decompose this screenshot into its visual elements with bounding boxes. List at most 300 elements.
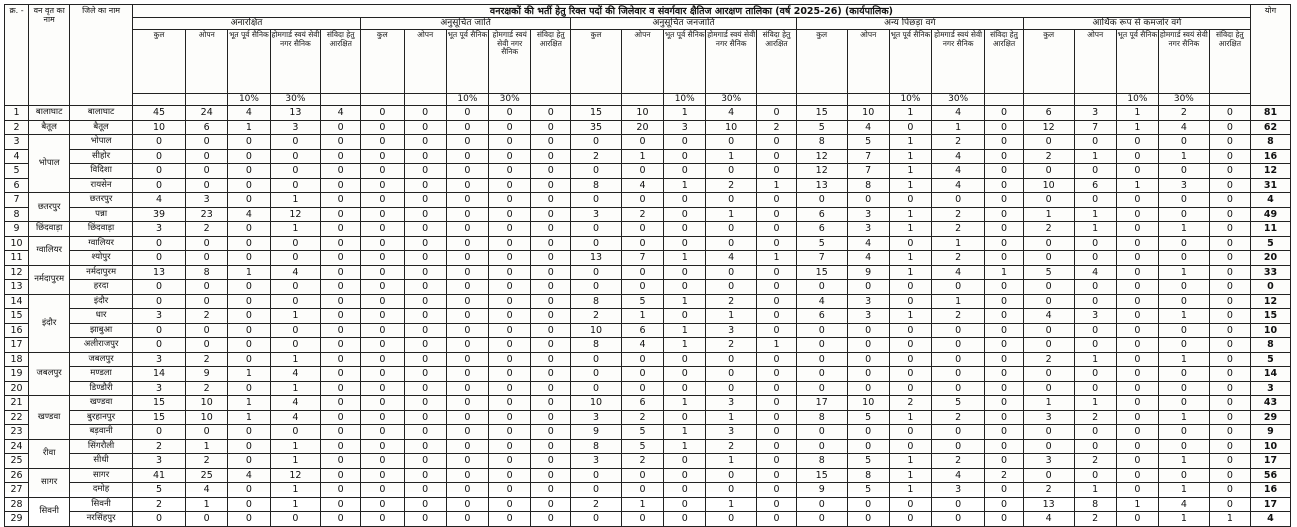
subcategory-header: होमगार्ड स्वयं सेवी नगर सैनिक <box>932 30 985 94</box>
vacancy-count: 2 <box>571 149 622 164</box>
vacancy-count: 0 <box>531 483 571 498</box>
vacancy-count: 0 <box>321 468 361 483</box>
vacancy-count: 1 <box>932 294 985 309</box>
vacancy-count: 2 <box>186 352 228 367</box>
vacancy-count: 15 <box>796 106 847 121</box>
serial-number: 14 <box>5 294 29 309</box>
vacancy-count: 0 <box>132 425 185 440</box>
vacancy-count: 0 <box>489 222 531 237</box>
vacancy-count: 2 <box>621 207 663 222</box>
vacancy-count: 0 <box>985 483 1024 498</box>
total-header: योग <box>1250 5 1290 106</box>
vacancy-count: 5 <box>932 396 985 411</box>
row-total: 16 <box>1250 483 1290 498</box>
district-name: अलीराजपुर <box>70 338 133 353</box>
vacancy-count: 0 <box>321 381 361 396</box>
row-total: 33 <box>1250 265 1290 280</box>
vacancy-count: 0 <box>404 106 446 121</box>
vacancy-count: 1 <box>270 193 321 208</box>
vacancy-count: 0 <box>1209 207 1250 222</box>
vacancy-count: 1 <box>889 410 931 425</box>
vacancy-count: 0 <box>1074 381 1116 396</box>
vacancy-count: 0 <box>757 149 797 164</box>
subcategory-header: कुल <box>132 30 185 94</box>
vacancy-count: 0 <box>1116 222 1158 237</box>
vacancy-count: 0 <box>321 396 361 411</box>
vacancy-count: 0 <box>489 236 531 251</box>
table-row <box>5 178 1291 193</box>
table-row <box>5 135 1291 150</box>
district-name: सिंगरौली <box>70 439 133 454</box>
vacancy-count: 0 <box>621 483 663 498</box>
vacancy-count: 0 <box>1159 236 1210 251</box>
district-name: डिण्डौरी <box>70 381 133 396</box>
vacancy-count: 0 <box>1209 352 1250 367</box>
district-name: बालाघाट <box>70 106 133 121</box>
vacancy-count: 0 <box>361 193 404 208</box>
vacancy-count: 0 <box>361 425 404 440</box>
vacancy-count: 0 <box>404 178 446 193</box>
vacancy-count: 13 <box>270 106 321 121</box>
vacancy-count: 0 <box>757 280 797 295</box>
table-row <box>5 106 1291 121</box>
row-total: 14 <box>1250 367 1290 382</box>
vacancy-count: 0 <box>1159 193 1210 208</box>
serial-number: 12 <box>5 265 29 280</box>
vacancy-count: 0 <box>489 396 531 411</box>
vacancy-count: 39 <box>132 207 185 222</box>
vacancy-count: 0 <box>796 193 847 208</box>
vacancy-count: 0 <box>404 164 446 179</box>
vacancy-count: 0 <box>446 512 488 527</box>
vacancy-count: 0 <box>1074 294 1116 309</box>
vacancy-count: 0 <box>404 135 446 150</box>
forest-circle-name: खण्डवा <box>29 396 70 440</box>
vacancy-count: 1 <box>228 396 270 411</box>
vacancy-count: 0 <box>404 323 446 338</box>
vacancy-count: 10 <box>706 120 757 135</box>
vacancy-count: 24 <box>186 106 228 121</box>
vacancy-count: 4 <box>932 149 985 164</box>
vacancy-count: 3 <box>571 454 622 469</box>
vacancy-count: 9 <box>796 483 847 498</box>
vacancy-count: 0 <box>621 280 663 295</box>
vacancy-count: 0 <box>270 251 321 266</box>
vacancy-count: 0 <box>228 193 270 208</box>
vacancy-count: 0 <box>531 251 571 266</box>
vacancy-count: 0 <box>404 236 446 251</box>
vacancy-count: 1 <box>889 178 931 193</box>
subcategory-header: भूत पूर्व सैनिक <box>889 30 931 94</box>
vacancy-count: 0 <box>404 410 446 425</box>
vacancy-count: 8 <box>796 410 847 425</box>
vacancy-count: 0 <box>1159 164 1210 179</box>
vacancy-count: 0 <box>531 149 571 164</box>
vacancy-count: 4 <box>1074 265 1116 280</box>
vacancy-count: 0 <box>446 149 488 164</box>
vacancy-count: 2 <box>186 222 228 237</box>
vacancy-count: 0 <box>531 323 571 338</box>
vacancy-count: 5 <box>847 410 889 425</box>
vacancy-count: 0 <box>489 338 531 353</box>
vacancy-count: 6 <box>796 309 847 324</box>
vacancy-count: 1 <box>228 367 270 382</box>
vacancy-count: 7 <box>796 251 847 266</box>
vacancy-count: 8 <box>571 439 622 454</box>
vacancy-count: 4 <box>1023 512 1074 527</box>
home-guard-percent: 30% <box>1159 94 1210 106</box>
category-group-header: अनारक्षित <box>132 18 360 30</box>
vacancy-count: 1 <box>1116 497 1158 512</box>
vacancy-count: 0 <box>706 164 757 179</box>
district-name: धार <box>70 309 133 324</box>
vacancy-count: 0 <box>404 512 446 527</box>
vacancy-count: 0 <box>1116 265 1158 280</box>
serial-number: 11 <box>5 251 29 266</box>
vacancy-count: 0 <box>186 280 228 295</box>
vacancy-count: 0 <box>531 309 571 324</box>
vacancy-count: 1 <box>270 454 321 469</box>
vacancy-count: 0 <box>361 439 404 454</box>
vacancy-count: 0 <box>932 425 985 440</box>
vacancy-count: 0 <box>361 280 404 295</box>
vacancy-count: 4 <box>932 265 985 280</box>
vacancy-count: 0 <box>757 294 797 309</box>
vacancy-count: 2 <box>132 497 185 512</box>
vacancy-count: 1 <box>1159 454 1210 469</box>
serial-number: 15 <box>5 309 29 324</box>
district-name: सीधी <box>70 454 133 469</box>
serial-number: 2 <box>5 120 29 135</box>
vacancy-count: 2 <box>1159 106 1210 121</box>
vacancy-count: 0 <box>489 164 531 179</box>
vacancy-count: 0 <box>985 236 1024 251</box>
vacancy-count: 0 <box>1116 454 1158 469</box>
table-row <box>5 222 1291 237</box>
table-row <box>5 352 1291 367</box>
vacancy-count: 0 <box>1074 439 1116 454</box>
vacancy-count: 8 <box>186 265 228 280</box>
vacancy-count: 2 <box>621 454 663 469</box>
row-total: 4 <box>1250 512 1290 527</box>
vacancy-count: 12 <box>270 207 321 222</box>
vacancy-count: 0 <box>1116 236 1158 251</box>
vacancy-count: 7 <box>1074 120 1116 135</box>
vacancy-count: 0 <box>932 352 985 367</box>
vacancy-count: 1 <box>985 265 1024 280</box>
vacancy-count: 0 <box>796 512 847 527</box>
vacancy-count: 0 <box>889 294 931 309</box>
vacancy-count: 1 <box>1074 352 1116 367</box>
vacancy-count: 0 <box>404 454 446 469</box>
vacancy-count: 1 <box>889 164 931 179</box>
vacancy-count: 9 <box>571 425 622 440</box>
category-group-header: आर्थिक रूप से कमजोर वर्ग <box>1023 18 1250 30</box>
subcategory-header: होमगार्ड स्वयं सेवी नगर सैनिक <box>706 30 757 94</box>
vacancy-count: 0 <box>664 280 706 295</box>
vacancy-count: 6 <box>796 222 847 237</box>
vacancy-count: 1 <box>1159 512 1210 527</box>
subcategory-header: भूत पूर्व सैनिक <box>228 30 270 94</box>
vacancy-count: 41 <box>132 468 185 483</box>
vacancy-count: 0 <box>489 439 531 454</box>
vacancy-count: 0 <box>1074 323 1116 338</box>
home-guard-percent: 30% <box>270 94 321 106</box>
ex-serviceman-percent: 10% <box>1116 94 1158 106</box>
vacancy-count: 0 <box>1023 164 1074 179</box>
subcategory-header: होमगार्ड स्वयं सेवी नगर सैनिक <box>1159 30 1210 94</box>
vacancy-count: 3 <box>1159 178 1210 193</box>
vacancy-count: 0 <box>404 468 446 483</box>
vacancy-count: 0 <box>321 367 361 382</box>
vacancy-count: 1 <box>1116 120 1158 135</box>
vacancy-count: 0 <box>186 338 228 353</box>
vacancy-count: 3 <box>847 309 889 324</box>
vacancy-count: 0 <box>321 425 361 440</box>
forest-circle-name: ग्वालियर <box>29 236 70 265</box>
vacancy-count: 0 <box>1209 222 1250 237</box>
vacancy-count: 0 <box>706 381 757 396</box>
row-total: 5 <box>1250 236 1290 251</box>
vacancy-count: 0 <box>321 439 361 454</box>
subcategory-header: होमगार्ड स्वयं सेवी नगर सैनिक <box>489 30 531 94</box>
vacancy-count: 1 <box>664 294 706 309</box>
percent-cell-empty <box>985 94 1024 106</box>
vacancy-count: 0 <box>186 251 228 266</box>
row-total: 4 <box>1250 193 1290 208</box>
vacancy-count: 0 <box>1074 468 1116 483</box>
vacancy-count: 2 <box>932 135 985 150</box>
vacancy-count: 0 <box>1116 323 1158 338</box>
row-total: 8 <box>1250 338 1290 353</box>
vacancy-count: 0 <box>489 106 531 121</box>
vacancy-count: 4 <box>932 178 985 193</box>
row-total: 15 <box>1250 309 1290 324</box>
vacancy-count: 0 <box>1209 396 1250 411</box>
vacancy-count: 10 <box>847 106 889 121</box>
vacancy-count: 0 <box>321 309 361 324</box>
vacancy-count: 4 <box>932 106 985 121</box>
table-row <box>5 512 1291 527</box>
vacancy-count: 0 <box>1074 425 1116 440</box>
category-group-header: अन्य पिछड़ा वर्ग <box>796 18 1023 30</box>
vacancy-count: 0 <box>270 294 321 309</box>
vacancy-count: 0 <box>270 323 321 338</box>
vacancy-count: 3 <box>706 425 757 440</box>
subcategory-header: संविदा हेतु आरक्षित <box>1209 30 1250 94</box>
vacancy-count: 4 <box>270 396 321 411</box>
vacancy-count: 0 <box>446 135 488 150</box>
district-name: छतरपुर <box>70 193 133 208</box>
vacancy-count: 0 <box>1023 468 1074 483</box>
forest-circle-name: जबलपुर <box>29 352 70 396</box>
vacancy-count: 0 <box>889 381 931 396</box>
vacancy-count: 0 <box>1116 468 1158 483</box>
vacancy-count: 2 <box>706 178 757 193</box>
vacancy-count: 5 <box>796 236 847 251</box>
row-total: 81 <box>1250 106 1290 121</box>
percent-cell-empty <box>796 94 847 106</box>
vacancy-count: 0 <box>571 135 622 150</box>
vacancy-count: 0 <box>1159 251 1210 266</box>
vacancy-count: 1 <box>706 454 757 469</box>
vacancy-count: 0 <box>228 454 270 469</box>
vacancy-count: 0 <box>1074 280 1116 295</box>
vacancy-count: 0 <box>932 367 985 382</box>
vacancy-count: 0 <box>985 367 1024 382</box>
vacancy-count: 0 <box>228 236 270 251</box>
vacancy-count: 0 <box>361 135 404 150</box>
vacancy-count: 0 <box>321 149 361 164</box>
vacancy-count: 1 <box>270 222 321 237</box>
vacancy-count: 0 <box>706 222 757 237</box>
vacancy-count: 0 <box>132 135 185 150</box>
vacancy-count: 1 <box>1159 222 1210 237</box>
vacancy-count: 0 <box>664 309 706 324</box>
district-name: दमोह <box>70 483 133 498</box>
vacancy-count: 0 <box>1116 164 1158 179</box>
vacancy-count: 0 <box>321 323 361 338</box>
vacancy-count: 0 <box>228 512 270 527</box>
vacancy-count: 0 <box>1074 193 1116 208</box>
vacancy-count: 17 <box>796 396 847 411</box>
vacancy-count: 0 <box>621 265 663 280</box>
vacancy-count: 1 <box>270 352 321 367</box>
vacancy-count: 4 <box>932 164 985 179</box>
vacancy-count: 0 <box>446 381 488 396</box>
vacancy-count: 0 <box>621 352 663 367</box>
vacancy-count: 0 <box>985 251 1024 266</box>
row-total: 3 <box>1250 381 1290 396</box>
table-body <box>5 106 1291 527</box>
table-row <box>5 381 1291 396</box>
vacancy-count: 3 <box>1074 106 1116 121</box>
vacancy-count: 0 <box>404 222 446 237</box>
vacancy-count: 13 <box>796 178 847 193</box>
vacancy-count: 0 <box>361 149 404 164</box>
forest-circle-name: छतरपुर <box>29 193 70 222</box>
vacancy-count: 0 <box>531 338 571 353</box>
vacancy-count: 0 <box>847 425 889 440</box>
vacancy-count: 0 <box>1023 338 1074 353</box>
vacancy-count: 1 <box>757 251 797 266</box>
vacancy-count: 0 <box>847 280 889 295</box>
vacancy-count: 0 <box>1209 193 1250 208</box>
vacancy-count: 0 <box>489 454 531 469</box>
vacancy-count: 0 <box>321 207 361 222</box>
vacancy-count: 3 <box>1023 410 1074 425</box>
district-name: श्योपुर <box>70 251 133 266</box>
vacancy-count: 0 <box>621 367 663 382</box>
vacancy-count: 0 <box>1116 483 1158 498</box>
forest-circle-name: नर्मदापुरम <box>29 265 70 294</box>
percent-cell-empty <box>321 94 361 106</box>
vacancy-count: 0 <box>985 454 1024 469</box>
subcategory-header: होमगार्ड स्वयं सेवी नगर सैनिक <box>270 30 321 94</box>
category-group-header: अनुसूचित जाति <box>361 18 571 30</box>
district-name: सीहोर <box>70 149 133 164</box>
vacancy-count: 0 <box>404 367 446 382</box>
vacancy-count: 0 <box>489 410 531 425</box>
vacancy-count: 0 <box>985 193 1024 208</box>
vacancy-count: 0 <box>132 149 185 164</box>
subcategory-header: संविदा हेतु आरक्षित <box>531 30 571 94</box>
vacancy-count: 0 <box>571 193 622 208</box>
ex-serviceman-percent: 10% <box>664 94 706 106</box>
vacancy-count: 0 <box>404 149 446 164</box>
vacancy-count: 0 <box>1209 381 1250 396</box>
district-name: हरदा <box>70 280 133 295</box>
vacancy-count: 15 <box>132 396 185 411</box>
vacancy-count: 0 <box>757 164 797 179</box>
vacancy-count: 0 <box>1209 497 1250 512</box>
vacancy-count: 2 <box>932 410 985 425</box>
vacancy-count: 0 <box>985 439 1024 454</box>
vacancy-count: 0 <box>847 338 889 353</box>
vacancy-count: 0 <box>228 164 270 179</box>
district-name: नरसिंहपुर <box>70 512 133 527</box>
vacancy-count: 0 <box>889 280 931 295</box>
vacancy-count: 0 <box>1074 164 1116 179</box>
vacancy-count: 0 <box>757 381 797 396</box>
vacancy-count: 1 <box>1159 265 1210 280</box>
vacancy-count: 0 <box>404 396 446 411</box>
vacancy-count: 0 <box>932 280 985 295</box>
vacancy-count: 0 <box>985 106 1024 121</box>
serial-number: 28 <box>5 497 29 512</box>
vacancy-count: 0 <box>1023 251 1074 266</box>
vacancy-count: 7 <box>847 149 889 164</box>
percent-cell-empty <box>1023 94 1074 106</box>
vacancy-count: 0 <box>446 106 488 121</box>
vacancy-count: 4 <box>1159 497 1210 512</box>
vacancy-count: 8 <box>1074 497 1116 512</box>
vacancy-count: 8 <box>847 468 889 483</box>
table-row <box>5 483 1291 498</box>
vacancy-count: 0 <box>664 265 706 280</box>
vacancy-count: 0 <box>489 251 531 266</box>
district-name: विदिशा <box>70 164 133 179</box>
vacancy-count: 0 <box>361 207 404 222</box>
vacancy-count: 0 <box>489 280 531 295</box>
vacancy-count: 0 <box>1209 338 1250 353</box>
vacancy-count: 0 <box>361 468 404 483</box>
vacancy-count: 0 <box>361 483 404 498</box>
vacancy-count: 0 <box>489 367 531 382</box>
vacancy-count: 1 <box>664 251 706 266</box>
vacancy-count: 1 <box>706 309 757 324</box>
vacancy-count: 0 <box>446 454 488 469</box>
vacancy-count: 1 <box>270 483 321 498</box>
vacancy-count: 2 <box>621 410 663 425</box>
vacancy-count: 2 <box>757 120 797 135</box>
percent-cell-empty <box>361 94 404 106</box>
vacancy-count: 0 <box>228 178 270 193</box>
vacancy-count: 0 <box>706 236 757 251</box>
vacancy-count: 0 <box>571 468 622 483</box>
vacancy-count: 0 <box>1209 367 1250 382</box>
vacancy-count: 1 <box>757 338 797 353</box>
serial-number: 7 <box>5 193 29 208</box>
vacancy-count: 0 <box>796 497 847 512</box>
vacancy-count: 0 <box>321 236 361 251</box>
vacancy-count: 0 <box>706 265 757 280</box>
vacancy-count: 0 <box>889 193 931 208</box>
vacancy-count: 0 <box>796 367 847 382</box>
vacancy-count: 4 <box>706 106 757 121</box>
vacancy-count: 0 <box>228 222 270 237</box>
vacancy-count: 2 <box>706 338 757 353</box>
